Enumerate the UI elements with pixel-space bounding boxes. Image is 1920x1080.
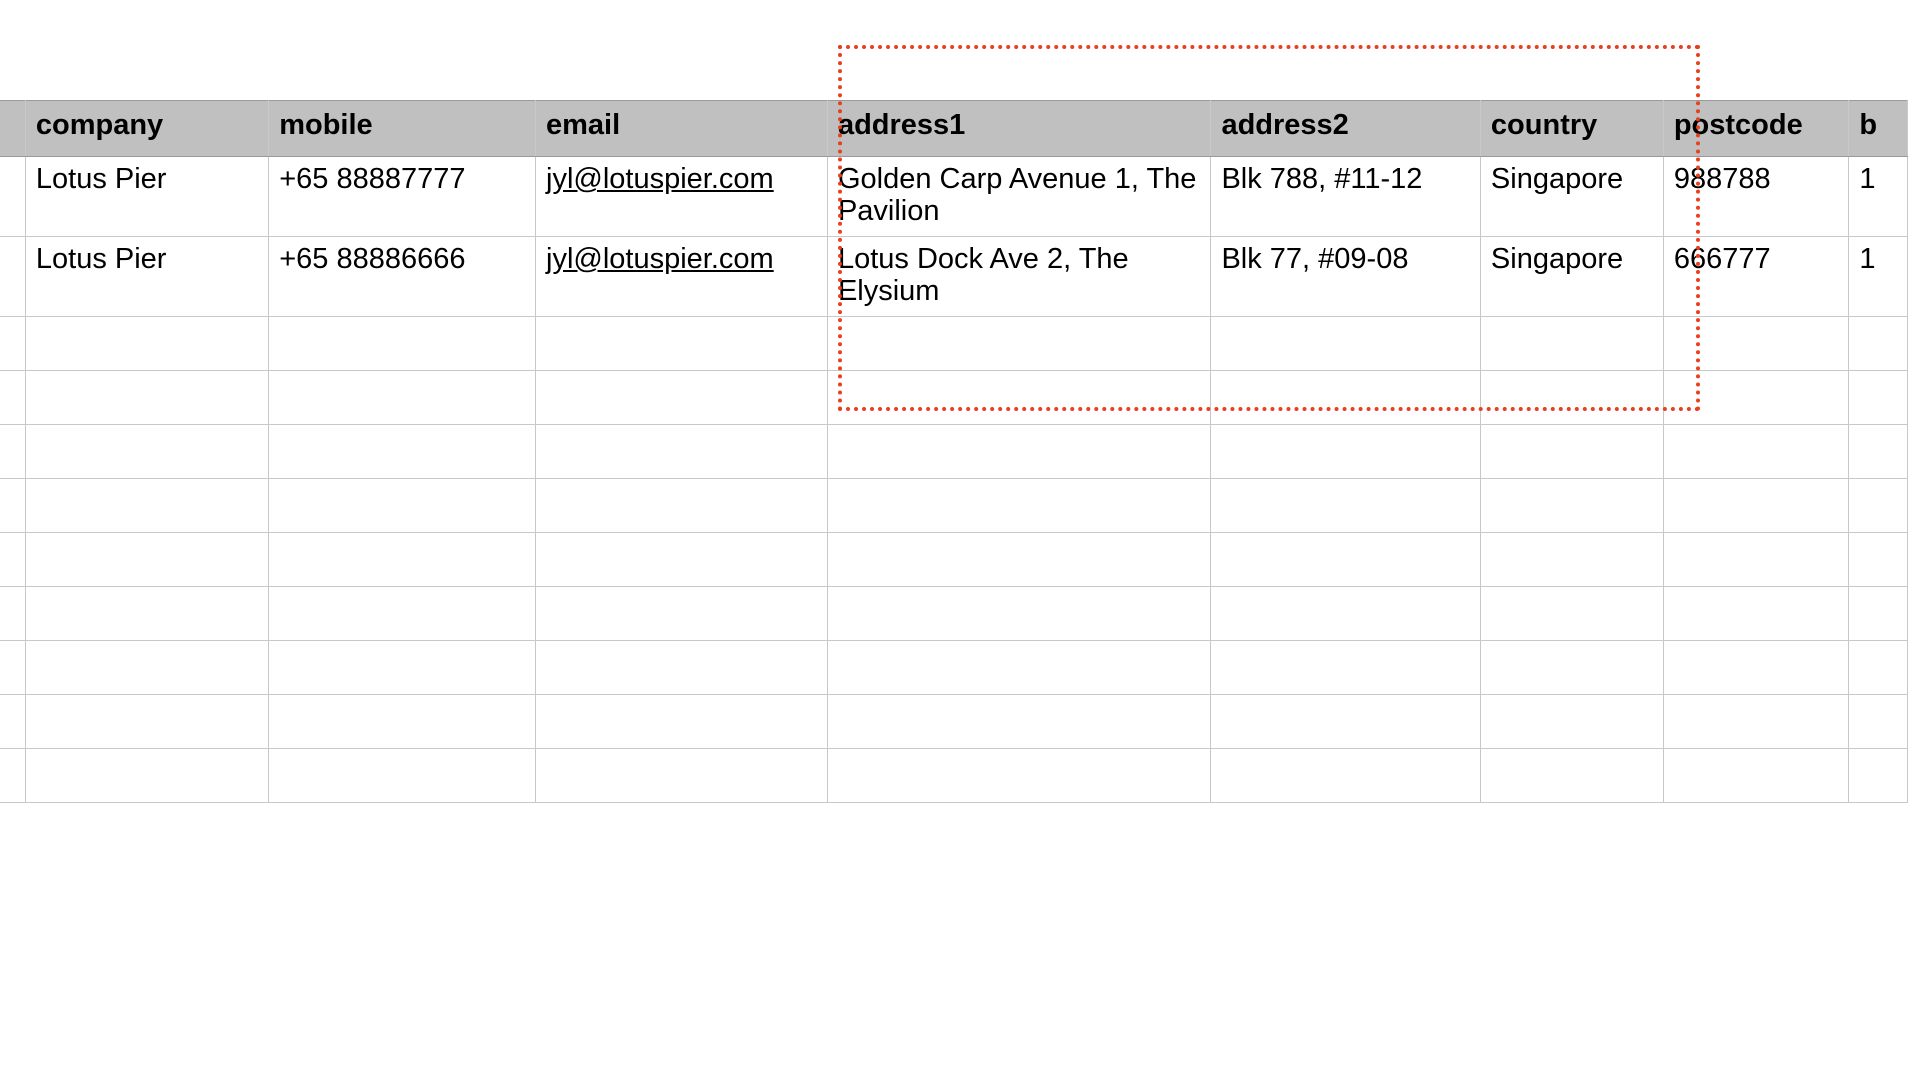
cell-address2[interactable] xyxy=(1211,532,1480,586)
cell-id[interactable] xyxy=(0,370,25,424)
table-row[interactable] xyxy=(0,532,1908,586)
cell-country[interactable] xyxy=(1480,532,1663,586)
cell-b[interactable] xyxy=(1849,532,1908,586)
cell-mobile[interactable] xyxy=(269,316,536,370)
cell-id[interactable] xyxy=(0,586,25,640)
cell-id[interactable] xyxy=(0,157,25,237)
cell-id[interactable] xyxy=(0,478,25,532)
column-header-postcode[interactable]: postcode xyxy=(1663,101,1849,157)
table-header xyxy=(0,101,1908,157)
header-row xyxy=(0,101,1908,157)
cell-postcode[interactable] xyxy=(1663,316,1849,370)
cell-company[interactable] xyxy=(25,478,268,532)
cell-address1[interactable] xyxy=(827,478,1210,532)
cell-address2[interactable] xyxy=(1211,316,1480,370)
cell-country[interactable] xyxy=(1480,748,1663,802)
cell-address1[interactable] xyxy=(827,748,1210,802)
cell-id[interactable] xyxy=(0,694,25,748)
cell-country[interactable]: Singapore xyxy=(1480,236,1663,316)
cell-mobile[interactable] xyxy=(269,532,536,586)
cell-mobile[interactable] xyxy=(269,424,536,478)
cell-company[interactable] xyxy=(25,748,268,802)
table-row[interactable] xyxy=(0,478,1908,532)
cell-email[interactable] xyxy=(536,478,828,532)
cell-b[interactable] xyxy=(1849,370,1908,424)
cell-id[interactable] xyxy=(0,424,25,478)
cell-b[interactable] xyxy=(1849,694,1908,748)
column-header-address1[interactable]: address1 xyxy=(827,101,1210,157)
cell-id[interactable] xyxy=(0,640,25,694)
table-body xyxy=(0,157,1908,803)
cell-mobile[interactable] xyxy=(269,748,536,802)
cell-address1[interactable] xyxy=(827,694,1210,748)
cell-mobile[interactable] xyxy=(269,478,536,532)
cell-company[interactable] xyxy=(25,316,268,370)
cell-mobile[interactable]: +65 88886666 xyxy=(269,236,536,316)
data-table xyxy=(0,100,1908,803)
column-header-b[interactable]: b xyxy=(1849,101,1908,157)
cell-company[interactable] xyxy=(25,694,268,748)
cell-address1[interactable] xyxy=(827,532,1210,586)
cell-address2[interactable] xyxy=(1211,694,1480,748)
cell-company[interactable] xyxy=(25,640,268,694)
table-row[interactable] xyxy=(0,316,1908,370)
cell-email[interactable] xyxy=(536,748,828,802)
cell-address1[interactable] xyxy=(827,316,1210,370)
cell-address2[interactable]: Blk 788, #11-12 xyxy=(1211,157,1480,237)
cell-address2[interactable] xyxy=(1211,478,1480,532)
email-link[interactable]: jyl@lotuspier.com xyxy=(546,163,774,195)
table-row[interactable] xyxy=(0,748,1908,802)
cell-mobile[interactable] xyxy=(269,370,536,424)
cell-postcode[interactable] xyxy=(1663,748,1849,802)
cell-postcode[interactable]: 988788 xyxy=(1663,157,1849,237)
column-header-address2[interactable]: address2 xyxy=(1211,101,1480,157)
cell-postcode[interactable]: 666777 xyxy=(1663,236,1849,316)
cell-country[interactable] xyxy=(1480,478,1663,532)
cell-country[interactable] xyxy=(1480,424,1663,478)
cell-mobile[interactable]: +65 88887777 xyxy=(269,157,536,237)
column-header-country[interactable]: country xyxy=(1480,101,1663,157)
cell-postcode[interactable] xyxy=(1663,532,1849,586)
cell-address2[interactable] xyxy=(1211,370,1480,424)
cell-postcode[interactable] xyxy=(1663,370,1849,424)
cell-company[interactable] xyxy=(25,532,268,586)
column-header-email[interactable]: email xyxy=(536,101,828,157)
cell-b[interactable] xyxy=(1849,748,1908,802)
cell-email[interactable] xyxy=(536,532,828,586)
cell-postcode[interactable] xyxy=(1663,694,1849,748)
cell-email[interactable] xyxy=(536,157,828,237)
cell-mobile[interactable] xyxy=(269,586,536,640)
cell-company[interactable] xyxy=(25,586,268,640)
cell-mobile[interactable] xyxy=(269,694,536,748)
cell-country[interactable] xyxy=(1480,370,1663,424)
cell-address1[interactable] xyxy=(827,640,1210,694)
cell-b[interactable] xyxy=(1849,316,1908,370)
cell-id[interactable] xyxy=(0,236,25,316)
cell-country[interactable] xyxy=(1480,586,1663,640)
cell-address1[interactable] xyxy=(827,370,1210,424)
cell-b[interactable] xyxy=(1849,478,1908,532)
cell-country[interactable] xyxy=(1480,316,1663,370)
cell-company[interactable] xyxy=(25,370,268,424)
column-header-id[interactable] xyxy=(0,101,25,157)
cell-email[interactable] xyxy=(536,586,828,640)
cell-company[interactable]: Lotus Pier xyxy=(25,157,268,237)
cell-country[interactable] xyxy=(1480,640,1663,694)
cell-company[interactable] xyxy=(25,424,268,478)
table-row[interactable] xyxy=(0,370,1908,424)
cell-email[interactable] xyxy=(536,236,828,316)
cell-b[interactable]: 1 xyxy=(1849,157,1908,237)
cell-b[interactable] xyxy=(1849,586,1908,640)
cell-email[interactable] xyxy=(536,640,828,694)
cell-country[interactable]: Singapore xyxy=(1480,157,1663,237)
cell-address1[interactable] xyxy=(827,586,1210,640)
cell-b[interactable] xyxy=(1849,424,1908,478)
cell-address1[interactable] xyxy=(827,424,1210,478)
cell-b[interactable] xyxy=(1849,640,1908,694)
cell-email[interactable] xyxy=(536,316,828,370)
cell-address1[interactable]: Golden Carp Avenue 1, The Pavilion xyxy=(827,157,1210,237)
cell-postcode[interactable] xyxy=(1663,424,1849,478)
cell-postcode[interactable] xyxy=(1663,478,1849,532)
cell-email[interactable] xyxy=(536,424,828,478)
cell-id[interactable] xyxy=(0,532,25,586)
cell-b[interactable]: 1 xyxy=(1849,236,1908,316)
cell-address2[interactable]: Blk 77, #09-08 xyxy=(1211,236,1480,316)
table-row[interactable] xyxy=(0,586,1908,640)
column-header-mobile[interactable]: mobile xyxy=(269,101,536,157)
table-row[interactable] xyxy=(0,640,1908,694)
cell-id[interactable] xyxy=(0,316,25,370)
cell-postcode[interactable] xyxy=(1663,586,1849,640)
table-row[interactable] xyxy=(0,157,1908,237)
table-row[interactable] xyxy=(0,694,1908,748)
cell-postcode[interactable] xyxy=(1663,640,1849,694)
email-link[interactable]: jyl@lotuspier.com xyxy=(546,242,774,275)
cell-mobile[interactable] xyxy=(269,640,536,694)
cell-address2[interactable] xyxy=(1211,640,1480,694)
cell-address1[interactable]: Lotus Dock Ave 2, The Elysium xyxy=(827,236,1210,316)
cell-company[interactable]: Lotus Pier xyxy=(25,236,268,316)
cell-address2[interactable] xyxy=(1211,748,1480,802)
cell-country[interactable] xyxy=(1480,694,1663,748)
cell-email[interactable] xyxy=(536,370,828,424)
cell-id[interactable] xyxy=(0,748,25,802)
cell-address2[interactable] xyxy=(1211,424,1480,478)
cell-email[interactable] xyxy=(536,694,828,748)
table-row[interactable] xyxy=(0,424,1908,478)
cell-address2[interactable] xyxy=(1211,586,1480,640)
column-header-company[interactable]: company xyxy=(25,101,268,157)
table-row[interactable] xyxy=(0,236,1908,316)
